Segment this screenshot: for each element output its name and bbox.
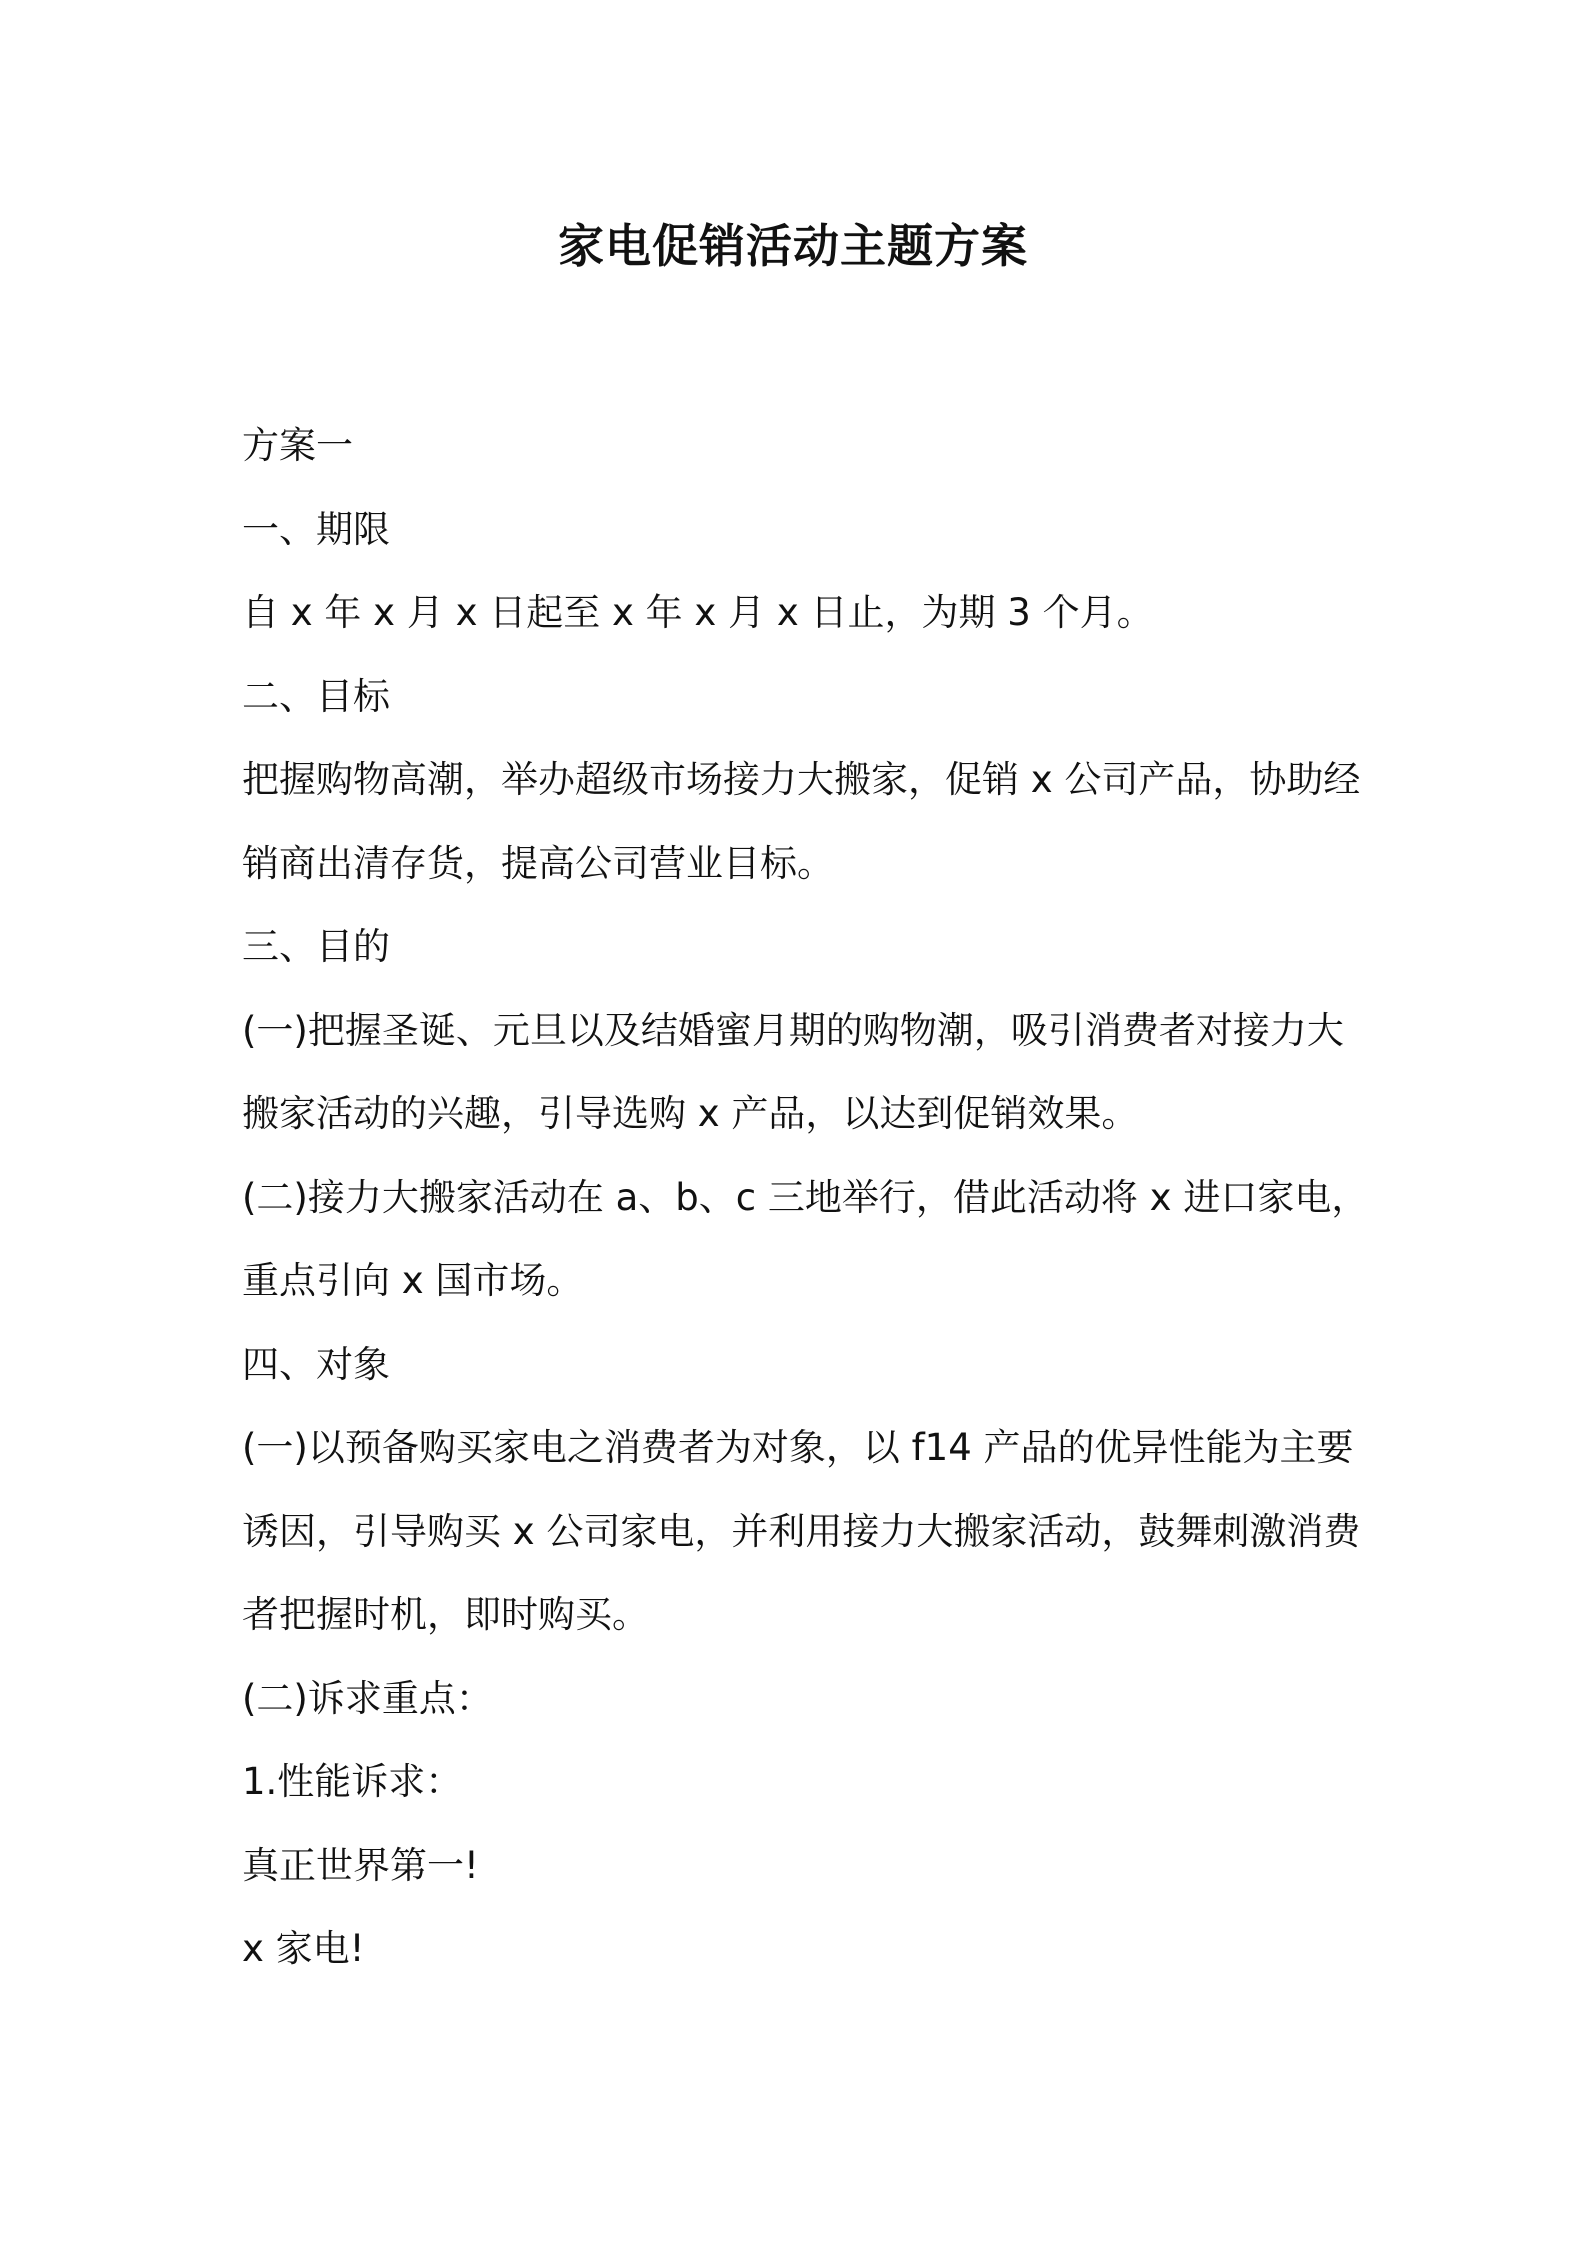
document-title: 家电促销活动主题方案	[558, 219, 1028, 273]
section-heading-target: 四、对象	[242, 1342, 390, 1386]
section-heading-period: 一、期限	[242, 507, 390, 551]
paragraph-line: 真正世界第一!	[242, 1843, 479, 1887]
paragraph-line: x 家电!	[242, 1927, 365, 1970]
section-heading-goal: 二、目标	[242, 674, 390, 718]
paragraph-line: 把握购物高潮，举办超级市场接力大搬家，促销 x 公司产品，协助经	[242, 758, 1361, 801]
paragraph-line: (二)接力大搬家活动在 a、b、c 三地举行，借此活动将 x 进口家电，	[242, 1175, 1369, 1219]
paragraph-line: (二)诉求重点：	[242, 1676, 493, 1720]
paragraph-line: 重点引向 x 国市场。	[242, 1259, 584, 1302]
paragraph-line: (一)以预备购买家电之消费者为对象，以 f14 产品的优异性能为主要	[242, 1426, 1354, 1469]
section-heading-purpose: 三、目的	[242, 925, 390, 968]
document-body	[242, 404, 1369, 1991]
paragraph-line: (一)把握圣诞、元旦以及结婚蜜月期的购物潮，吸引消费者对接力大	[242, 1008, 1344, 1052]
paragraph-line: 自 x 年 x 月 x 日起至 x 年 x 月 x 日止，为期 3 个月。	[242, 591, 1154, 634]
paragraph-line: 搬家活动的兴趣，引导选购 x 产品，以达到促销效果。	[242, 1092, 1139, 1135]
section-heading-plan-one: 方案一	[242, 424, 353, 467]
paragraph-line: 诱因，引导购买 x 公司家电，并利用接力大搬家活动，鼓舞刺激消费	[242, 1509, 1361, 1553]
paragraph-line: 1.性能诉求：	[242, 1760, 463, 1803]
paragraph-line: 者把握时机，即时购买。	[242, 1593, 649, 1636]
paragraph-line: 销商出清存货，提高公司营业目标。	[242, 841, 834, 885]
